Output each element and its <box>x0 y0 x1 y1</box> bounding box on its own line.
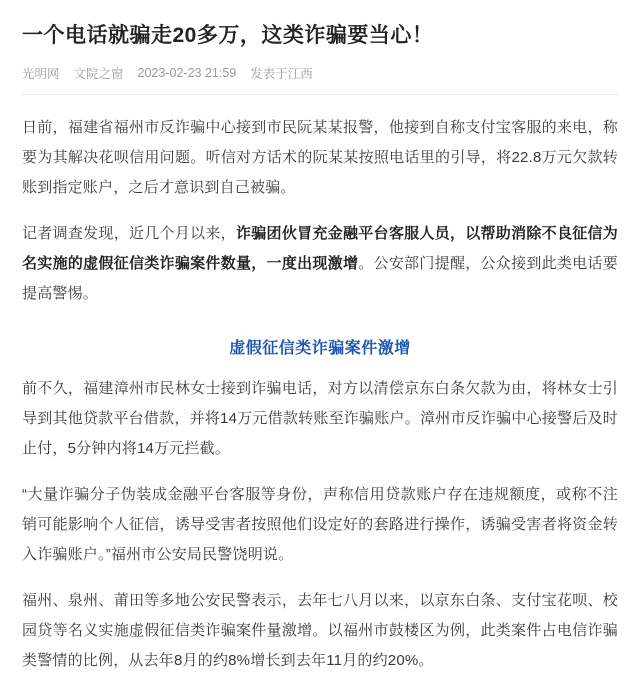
paragraph-4-run-1: “大量诈骗分子伪装成金融平台客服等身份，声称信用贷款账户存在违规额度，或称不注销可能影响个人征信，诱导受害者按照他们设定好的套路进行操作，诱骗受害者将资金转入诈骗账户。”福州市公安局民警饶明说。 <box>22 486 618 564</box>
meta-column: 文院之窗 <box>73 67 124 82</box>
paragraph-1-run-1: 日前，福建省福州市反诈骗中心接到市民阮某某报警，他接到自称支付宝客服的来电，称要为其解决花呗信用问题。听信对方话术的阮某某按照电话里的引导，将22.8万元欠款转账到指定账户，之后才意识到自己被骗。 <box>22 119 618 197</box>
article-meta <box>22 64 618 95</box>
paragraph-2 <box>22 219 618 309</box>
paragraph-1 <box>22 113 618 203</box>
paragraph-2-run-1: 记者调查发现，近几个月以来， <box>22 225 236 243</box>
article-body <box>22 113 618 676</box>
meta-location: 发表于江西 <box>250 67 313 82</box>
meta-source: 光明网 <box>22 67 60 82</box>
paragraph-4 <box>22 480 618 570</box>
paragraph-5 <box>22 586 618 676</box>
meta-timestamp: 2023-02-23 21:59 <box>137 66 237 81</box>
paragraph-5-run-1: 福州、泉州、莆田等多地公安民警表示，去年七八月以来，以京东白条、支付宝花呗、校园贷等名义实施虚假征信类诈骗案件量激增。以福州市鼓楼区为例，此类案件占电信诈骗类警情的比例，从去年8月的约8%增长到去年11月的约20%。 <box>22 592 618 670</box>
paragraph-3 <box>22 374 618 464</box>
paragraph-2-run-3: 。公安部门提醒，公众接到此类电话要提高警惕。 <box>22 255 618 303</box>
paragraph-3-run-1: 前不久，福建漳州市民林女士接到诈骗电话，对方以清偿京东白条欠款为由，将林女士引导到其他贷款平台借款，并将14万元借款转账至诈骗账户。漳州市反诈骗中心接警后及时止付，5分钟内将14万元拦截。 <box>22 380 618 458</box>
page-title: 一个电话就骗走20多万，这类诈骗要当心！ <box>22 24 434 47</box>
paragraph-2-run-2-emphasis: 诈骗团伙冒充金融平台客服人员，以帮助消除不良征信为名实施的虚假征信类诈骗案件数量，一度出现激增 <box>22 225 618 273</box>
section-subheading: 虚假征信类诈骗案件激增 <box>229 340 411 358</box>
